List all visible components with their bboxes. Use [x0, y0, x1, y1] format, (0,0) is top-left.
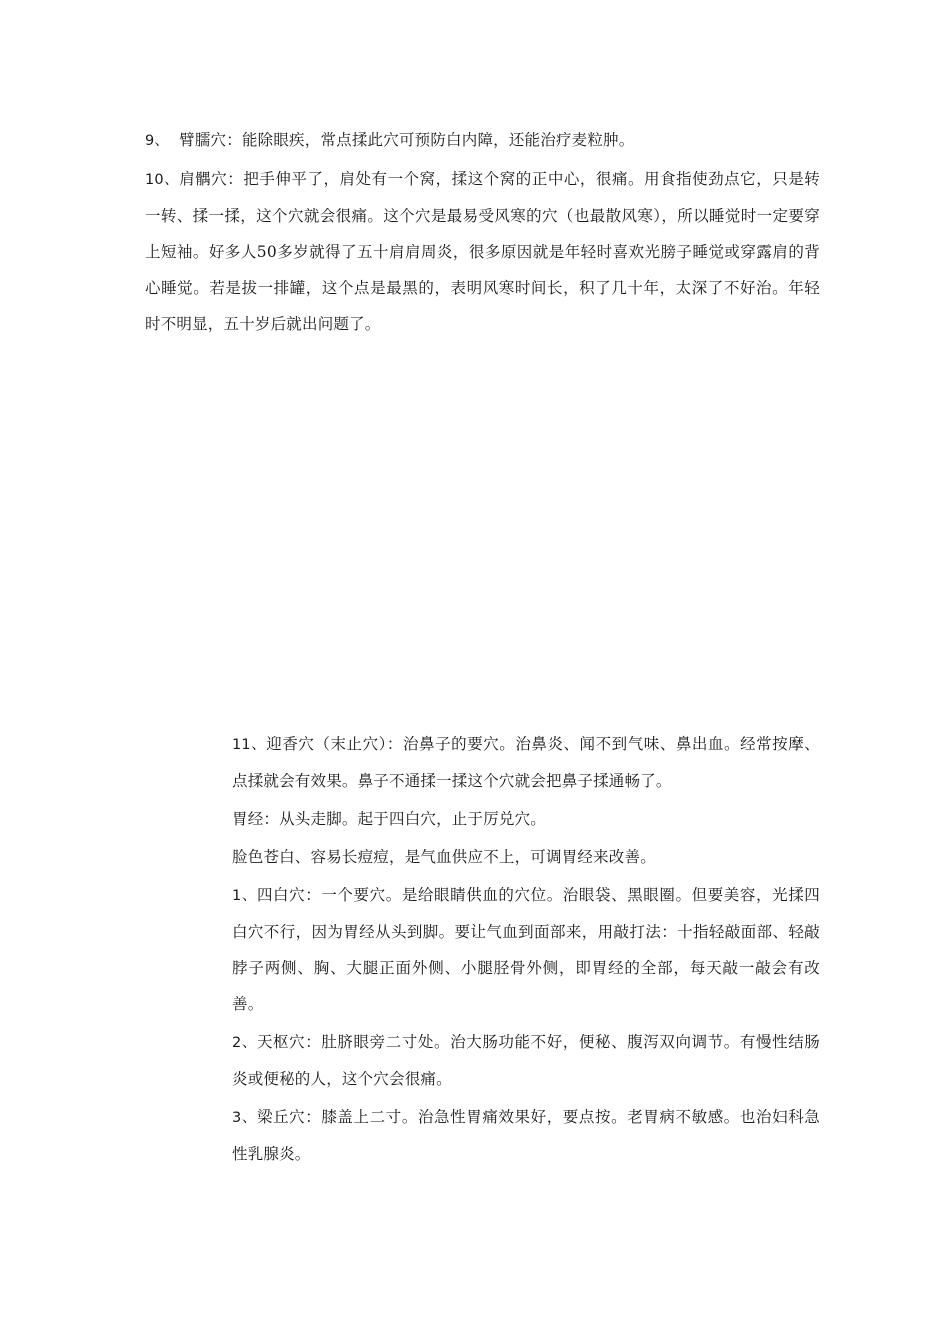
item-text: 臂臑穴：能除眼疾，常点揉此穴可预防白内障，还能治疗麦粒肿。 — [179, 131, 635, 149]
top-text-block — [145, 122, 820, 342]
item-number: 2、 — [232, 1035, 257, 1051]
item-text: 迎香穴（末止穴）：治鼻子的要穴。治鼻炎、闻不到气味、鼻出血。经常按摩、点揉就会有效果。鼻子不通揉一揉这个穴就会把鼻子揉通畅了。 — [232, 735, 820, 790]
paragraph-stomach-meridian — [232, 801, 820, 837]
item-text: 脸色苍白、容易长痘痘，是气血供应不上，可调胃经来改善。 — [232, 848, 656, 866]
paragraph-item-1 — [232, 877, 820, 1022]
paragraph-item-3 — [232, 1099, 820, 1172]
item-text: 肩髃穴：把手伸平了，肩处有一个窝，揉这个窝的正中心，很痛。用食指使劲点它，只是转一转、揉一揉，这个穴就会很痛。这个穴是最易受风寒的穴（也最散风寒），所以睡觉时一定要穿上短袖。好多人50多岁就得了五十肩肩周炎，很多原因就是年轻时喜欢光膀子睡觉或穿露肩的背心睡觉。若是拔一排罐，这个点是最黑的，表明风寒时间长，积了几十年，太深了不好治。年轻时不明显，五十岁后就出问题了。 — [145, 170, 820, 333]
item-number: 9、 — [145, 133, 170, 149]
item-text: 四白穴：一个要穴。是给眼睛供血的穴位。治眼袋、黑眼圈。但要美容，光揉四白穴不行，因为胃经从头到脚。要让气血到面部来，用敲打法：十指轻敲面部、轻敲脖子两侧、胸、大腿正面外侧、小腿胫骨外侧，即胃经的全部，每天敲一敲会有改善。 — [232, 886, 820, 1013]
item-text: 梁丘穴：膝盖上二寸。治急性胃痛效果好，要点按。老胃病不敏感。也治妇科急性乳腺炎。 — [232, 1108, 820, 1163]
item-number: 1、 — [232, 888, 257, 904]
paragraph-item-11 — [232, 726, 820, 799]
item-number: 10、 — [145, 172, 180, 188]
paragraph-item-9 — [145, 122, 820, 159]
item-number: 11、 — [232, 737, 267, 753]
item-text: 胃经：从头走脚。起于四白穴，止于厉兑穴。 — [232, 810, 547, 828]
item-text: 天枢穴：肚脐眼旁二寸处。治大肠功能不好，便秘、腹泻双向调节。有慢性结肠炎或便秘的人，这个穴会很痛。 — [232, 1033, 820, 1088]
bottom-text-block — [232, 726, 820, 1172]
paragraph-complexion — [232, 839, 820, 875]
paragraph-item-10 — [145, 161, 820, 342]
item-number: 3、 — [232, 1110, 257, 1126]
paragraph-item-2 — [232, 1024, 820, 1097]
